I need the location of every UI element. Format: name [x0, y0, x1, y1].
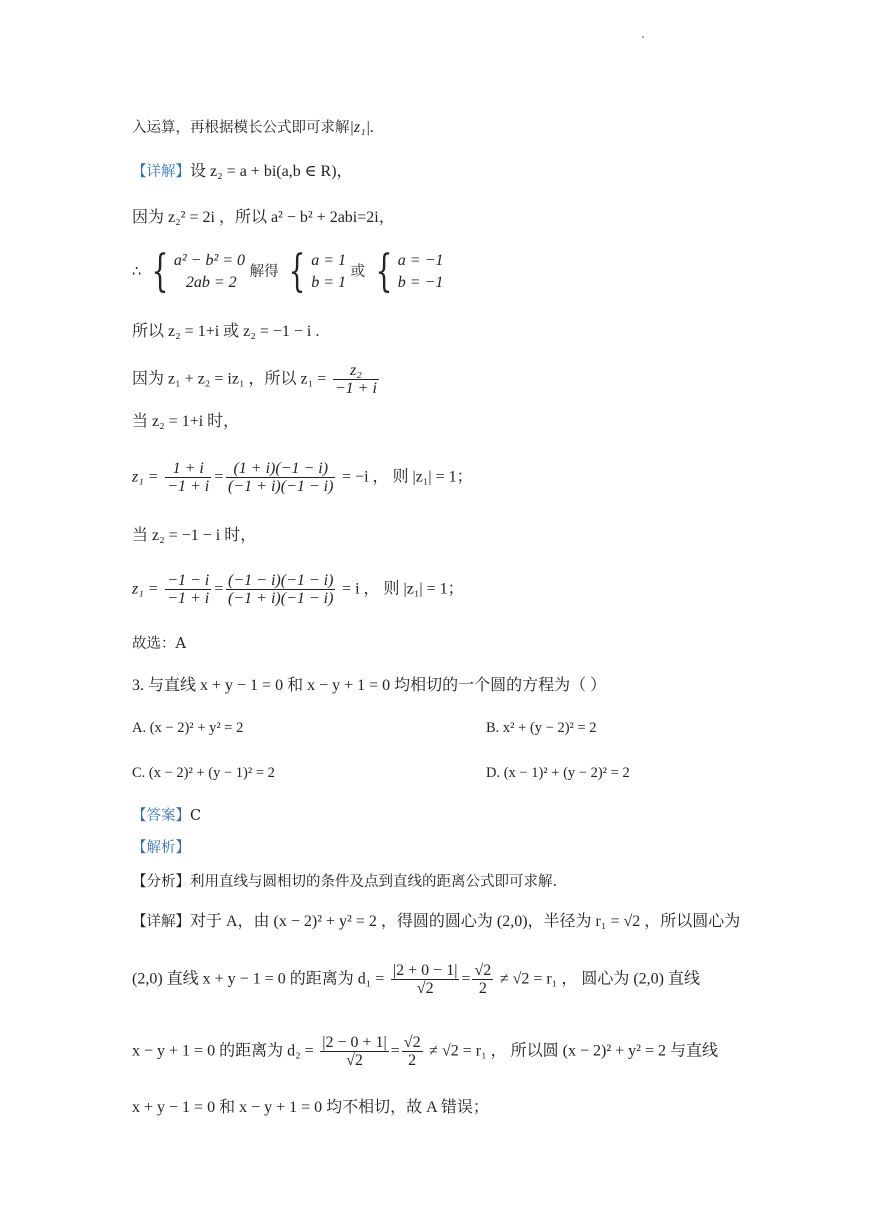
- case-2-frac-2-den: (−1 + i)(−1 − i): [228, 590, 334, 607]
- detail-a-line-3: [132, 1034, 718, 1069]
- fenxi-text: 利用直线与圆相切的条件及点到直线的距离公式即可求解.: [190, 874, 558, 890]
- analysis-line: [132, 838, 190, 858]
- text-line-8: z₁ = $\frac{1 + i}{-1 + i}$ = $\frac{(1 + i)(-1 - i)}{(-1 + i)(-1 - i)}$ = −i ， 则 |z₁| = 1；: [132, 460, 473, 495]
- distance-2-den-2: 2: [408, 1052, 417, 1069]
- detail-tag-2: 【详解】: [132, 914, 190, 930]
- option-c: C. (x − 2)² + (y − 1)² = 2: [132, 765, 275, 781]
- system-3-row-1: a = −1: [397, 252, 444, 269]
- case-2-frac-2: [226, 572, 335, 607]
- distance-1-num: |2 + 0 − 1|: [392, 962, 458, 979]
- question-3: [132, 676, 606, 696]
- equals-2: =: [390, 1042, 400, 1060]
- left-brace-1: {: [151, 246, 169, 297]
- text-line-1: [132, 118, 374, 138]
- system-1-row-1: a² − b² = 0: [173, 252, 246, 269]
- z1-relation: 因为 z₁ + z₂ = iz₁ ，所以 z₁ =: [132, 370, 327, 388]
- system-1: [174, 250, 245, 294]
- z1-fraction: [333, 362, 379, 397]
- system-1-row-2: 2ab = 2: [185, 274, 237, 291]
- case-2-label: 当 z₂ = −1 − i 时，: [132, 527, 257, 544]
- case-1-frac-1-num: 1 + i: [165, 460, 211, 478]
- question-3-text: 3. 与直线 x + y − 1 = 0 和 x − y + 1 = 0 均相切的一个圆的方程为（ ）: [132, 677, 607, 694]
- or-label: 或: [350, 264, 366, 280]
- case-1-frac-1: [165, 460, 211, 495]
- detail-assume: 设 z₂ = a + bi(a,b ∈ R)，: [190, 163, 353, 180]
- case-2-frac-2-num: (−1 − i)(−1 − i): [228, 572, 334, 589]
- square-equation: 因为 z₂² = 2i ，所以 a² − b² + 2abi=2i，: [132, 209, 395, 226]
- line-1-text: 入运算，再根据模长公式即可求解: [132, 120, 350, 136]
- text-line-5: [132, 322, 319, 342]
- system-2: [311, 250, 346, 294]
- detail-tag: 【详解】: [132, 164, 190, 180]
- distance-2-num: |2 − 0 + 1|: [322, 1034, 387, 1051]
- solve-label: 解得: [249, 264, 279, 280]
- distance-2-frac-2: [402, 1034, 423, 1069]
- distance-1-num-2: √2: [474, 962, 492, 979]
- distance-1-label: (2,0) 直线 x + y − 1 = 0 的距离为 d₁ =: [132, 970, 385, 988]
- case-2-z1: z₁ =: [132, 580, 159, 598]
- distance-1-compare: ≠ √2 = r₁ ， 圆心为 (2,0) 直线: [499, 970, 700, 988]
- modulus-z1: |z₁|.: [349, 119, 375, 136]
- choice-result: 故选：A: [132, 636, 186, 652]
- therefore-symbol: ∴: [132, 264, 142, 280]
- case-1-label: 当 z₂ = 1+i 时，: [132, 413, 240, 430]
- case-1-z1: z₁ =: [132, 468, 159, 486]
- distance-1-den: √2: [416, 980, 434, 997]
- case-2-frac-1-num: −1 − i: [167, 572, 210, 589]
- system-line: [132, 246, 444, 297]
- text-line-6: [132, 362, 381, 397]
- detail-a-text-1: 对于 A，由 (x − 2)² + y² = 2 ，得圆的圆心为 (2,0)，半径为 r₁ = √2 ，所以圆心为: [190, 913, 741, 930]
- detail-a-conclusion: x + y − 1 = 0 和 x − y + 1 = 0 均不相切，故 A 错误；: [132, 1099, 489, 1116]
- distance-1-frac-2: [472, 962, 493, 997]
- case-2-frac-1: [165, 572, 211, 607]
- page-dot: [642, 36, 644, 38]
- z2-solutions: 所以 z₂ = 1+i 或 z₂ = −1 − i .: [132, 323, 320, 340]
- distance-2-frac: [320, 1034, 388, 1069]
- z1-fraction-num: z₂: [333, 362, 379, 380]
- distance-2-compare: ≠ √2 = r₁ ， 所以圆 (x − 2)² + y² = 2 与直线: [429, 1042, 718, 1060]
- z1-fraction-den: −1 + i: [334, 380, 377, 397]
- case-1-frac-2-den: (−1 + i)(−1 − i): [228, 478, 334, 495]
- text-line-10: z₁ = $\frac{-1 - i}{-1 + i}$ = $\frac{(-1 - i)(-1 - i)}{(-1 + i)(-1 - i)}$ = i ， 则 |z₁| = 1；: [132, 572, 464, 607]
- system-2-row-1: a = 1: [311, 252, 347, 269]
- answer-value: C: [190, 808, 202, 824]
- text-line-7: [132, 412, 239, 432]
- system-2-row-2: b = 1: [311, 274, 347, 291]
- fenxi-line: [132, 872, 557, 892]
- text-line-3: [132, 208, 395, 228]
- text-line-9: [132, 526, 256, 546]
- detail-a-line-2: [132, 962, 700, 997]
- answer-tag: 【答案】: [132, 808, 190, 824]
- distance-1-frac: [391, 962, 459, 997]
- case-1-frac-2-num: (1 + i)(−1 − i): [226, 460, 335, 478]
- equals-1: =: [461, 970, 471, 988]
- system-3-row-2: b = −1: [397, 274, 444, 291]
- distance-1-den-2: 2: [478, 980, 487, 997]
- case-2-result: = i ， 则 |z₁| = 1；: [342, 580, 464, 598]
- analysis-tag: 【解析】: [132, 840, 190, 856]
- distance-2-den: √2: [346, 1052, 363, 1069]
- detail-a-line-4: [132, 1098, 489, 1118]
- option-a: A. (x − 2)² + y² = 2: [132, 720, 244, 736]
- option-d: D. (x − 1)² + (y − 2)² = 2: [486, 765, 630, 781]
- detail-a-line-1: [132, 912, 740, 932]
- option-b: B. x² + (y − 2)² = 2: [486, 720, 597, 736]
- distance-2-label: x − y + 1 = 0 的距离为 d₂ =: [132, 1042, 314, 1060]
- detail-line-1: [132, 162, 353, 182]
- case-1-frac-2: [226, 460, 335, 495]
- left-brace-3: {: [375, 246, 393, 297]
- answer-line: [132, 806, 201, 826]
- case-1-result: = −i ， 则 |z₁| = 1；: [342, 468, 473, 486]
- case-2-frac-1-den: −1 + i: [167, 590, 210, 607]
- left-brace-2: {: [288, 246, 306, 297]
- text-line-11: [132, 634, 186, 654]
- system-3: [398, 250, 444, 294]
- distance-2-num-2: √2: [403, 1034, 421, 1051]
- case-1-frac-1-den: −1 + i: [167, 478, 210, 495]
- fenxi-tag: 【分析】: [132, 874, 190, 890]
